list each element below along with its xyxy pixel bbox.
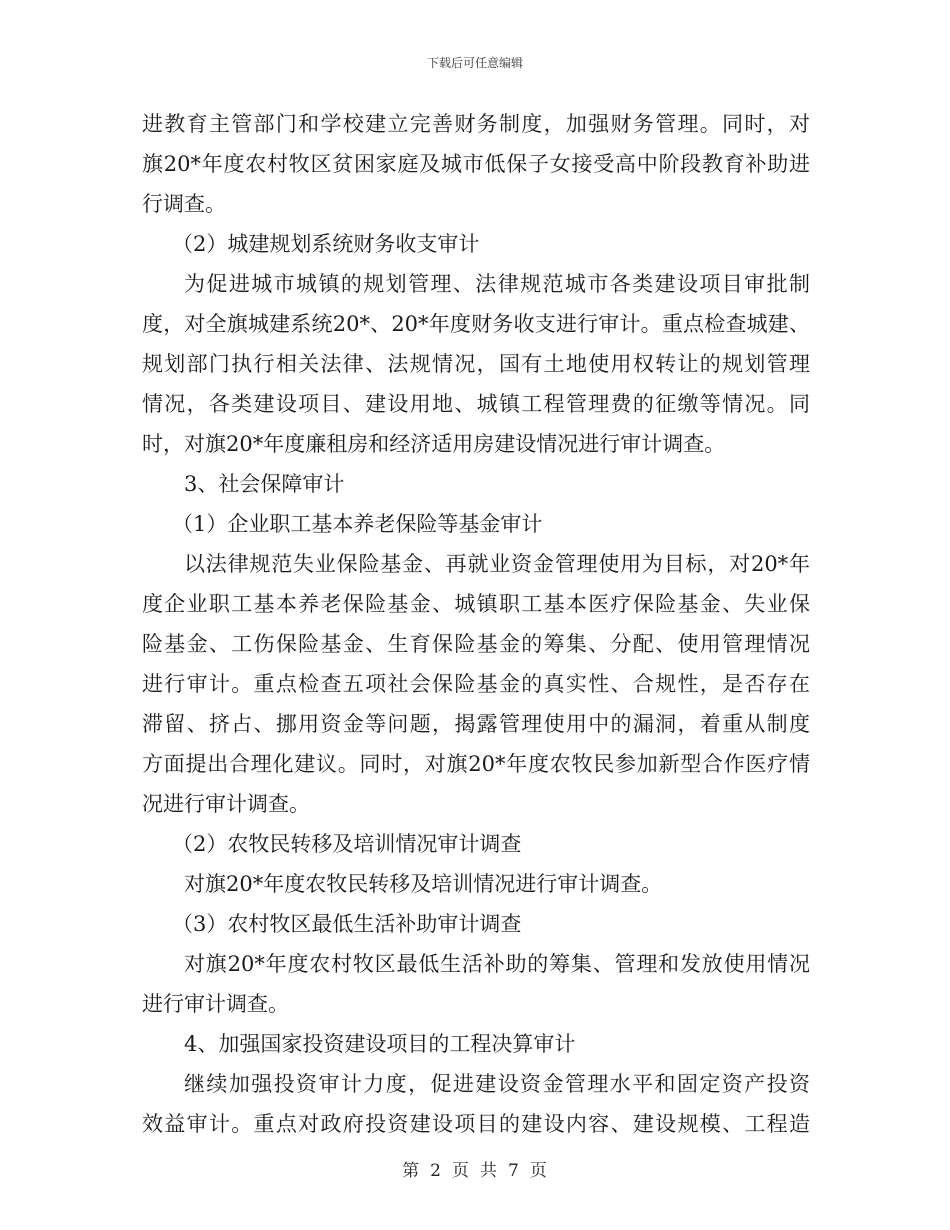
text-line: 4、加强国家投资建设项目的工程决算审计 (184, 1032, 576, 1056)
document-body (142, 104, 810, 1144)
text-line: 时，对旗20*年度廉租房和经济适用房建设情况进行审计调查。 (142, 432, 726, 456)
text-line: 方面提出合理化建议。同时，对旗20*年度农牧民参加新型合作医疗情 (142, 752, 810, 776)
footer-label-total: 共 (480, 1161, 498, 1181)
text-line: 3、社会保障审计 (184, 472, 345, 496)
text-line: 情况，各类建设项目、建设用地、城镇工程管理费的征缴等情况。同 (142, 392, 810, 416)
text-line: 滞留、挤占、挪用资金等问题，揭露管理使用中的漏洞，着重从制度 (142, 712, 810, 736)
footer-label-page: 第 (402, 1161, 421, 1181)
footer-label-unit2: 页 (529, 1161, 548, 1181)
footer-current-page: 2 (430, 1161, 442, 1181)
text-line: 对旗20*年度农牧民转移及培训情况进行审计调查。 (184, 872, 663, 896)
text-line: （2）农牧民转移及培训情况审计调查 (172, 832, 522, 856)
text-line: 行调查。 (142, 192, 226, 216)
text-line: 以法律规范失业保险基金、再就业资金管理使用为目标，对20*年 (184, 552, 810, 576)
footer-total-pages: 7 (508, 1161, 520, 1181)
text-line: （2）城建规划系统财务收支审计 (172, 232, 480, 256)
text-line: （3）农村牧区最低生活补助审计调查 (172, 912, 522, 936)
text-line: 进行审计。重点检查五项社会保险基金的真实性、合规性，是否存在 (142, 672, 810, 696)
text-line: 度，对全旗城建系统20*、20*年度财务收支进行审计。重点检查城建、 (142, 312, 810, 336)
page-header: 下载后可任意编辑 (426, 56, 523, 70)
text-line: （1）企业职工基本养老保险等基金审计 (172, 512, 543, 536)
text-line: 效益审计。重点对政府投资建设项目的建设内容、建设规模、工程造 (142, 1112, 810, 1136)
text-line: 度企业职工基本养老保险基金、城镇职工基本医疗保险基金、失业保 (142, 592, 810, 616)
text-line: 继续加强投资审计力度，促进建设资金管理水平和固定资产投资 (184, 1072, 810, 1096)
text-line: 旗20*年度农村牧区贫困家庭及城市低保子女接受高中阶段教育补助进 (142, 152, 810, 176)
text-line: 为促进城市城镇的规划管理、法律规范城市各类建设项目审批制 (184, 272, 810, 296)
text-line: 况进行审计调查。 (142, 792, 310, 816)
text-line: 规划部门执行相关法律、法规情况，国有土地使用权转让的规划管理 (142, 352, 810, 376)
text-line: 险基金、工伤保险基金、生育保险基金的筹集、分配、使用管理情况 (142, 632, 810, 656)
text-line: 进行审计调查。 (142, 992, 289, 1016)
page-footer (0, 1156, 950, 1181)
text-line: 进教育主管部门和学校建立完善财务制度，加强财务管理。同时，对 (142, 112, 810, 136)
footer-label-unit: 页 (452, 1161, 470, 1181)
text-line: 对旗20*年度农村牧区最低生活补助的筹集、管理和发放使用情况 (184, 952, 810, 976)
